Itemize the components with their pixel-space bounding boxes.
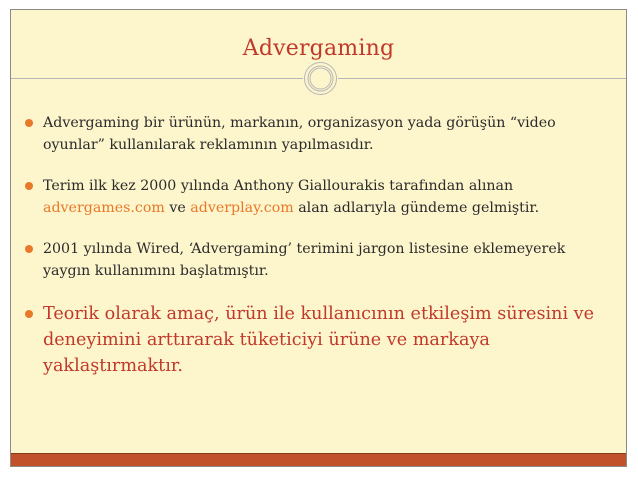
list-item <box>23 175 613 219</box>
bottom-accent-bar <box>11 453 626 466</box>
filled-circle-bullet-icon <box>25 119 33 127</box>
list-item <box>23 238 613 282</box>
bullet-text-mid: ve <box>164 200 191 216</box>
bullet-text-after: alan adlarıyla gündeme gelmiştir. <box>293 200 540 216</box>
link-advergames[interactable]: advergames.com <box>43 200 165 216</box>
list-item <box>23 301 613 379</box>
list-item <box>23 112 613 156</box>
concentric-circle-ornament-icon <box>303 61 338 96</box>
link-adverplay[interactable]: adverplay.com <box>190 200 294 216</box>
bullet-text: Advergaming bir ürünün, markanın, organizasyon yada görüşün “video oyunlar” kullanılarak reklamının yapılmasıdır. <box>43 115 556 153</box>
filled-circle-bullet-icon <box>25 310 33 318</box>
bullet-text-before: Terim ilk kez 2000 yılında Anthony Giallourakis tarafından alınan <box>43 178 514 194</box>
bullet-list <box>23 112 613 398</box>
bullet-text: Teorik olarak amaç, ürün ile kullanıcının etkileşim süresini ve deneyimini arttırarak tüketiciyi ürüne ve markaya yaklaştırmaktır. <box>43 304 595 376</box>
slide <box>10 9 627 467</box>
title-divider-right <box>338 78 626 79</box>
title-divider-left <box>11 78 303 79</box>
filled-circle-bullet-icon <box>25 245 33 253</box>
bullet-text: 2001 yılında Wired, ‘Advergaming’ terimini jargon listesine eklemeyerek yaygın kullanımını başlatmıştır. <box>43 241 566 279</box>
filled-circle-bullet-icon <box>25 182 33 190</box>
slide-title: Advergaming <box>242 36 395 61</box>
